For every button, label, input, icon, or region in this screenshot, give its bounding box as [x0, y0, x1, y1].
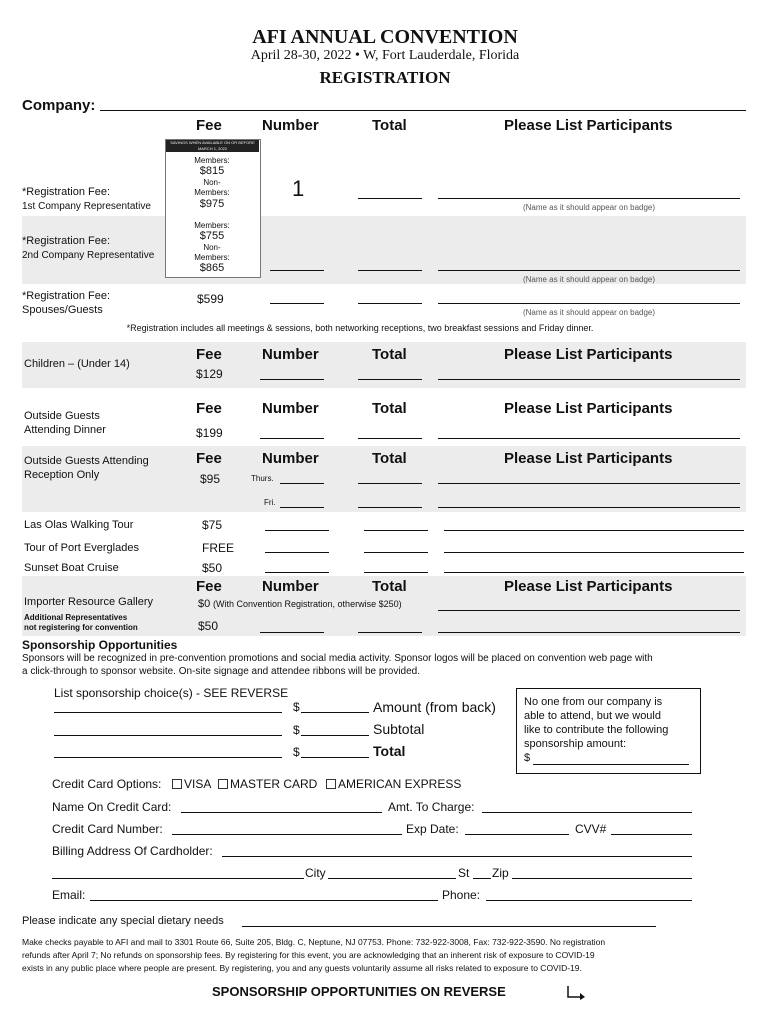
addl-participants-field[interactable] [438, 632, 740, 633]
fri-number-field[interactable] [280, 507, 324, 508]
subtotal-field[interactable] [301, 735, 369, 736]
dinner-sublabel: Attending Dinner [24, 424, 106, 436]
dinner-fee: $199 [196, 426, 223, 440]
tour3-label: Sunset Boat Cruise [24, 562, 119, 574]
nonmembers-label: Non- Members: [194, 178, 230, 197]
zip-field[interactable] [512, 878, 692, 879]
card-number-field[interactable] [172, 834, 402, 835]
rep2-member-fee: $755 [199, 230, 225, 242]
cvv-field[interactable] [611, 834, 692, 835]
children-label: Children – (Under 14) [24, 358, 130, 370]
col-number: Number [262, 117, 319, 134]
nonmembers-label: Non- Members: [194, 243, 230, 262]
gallery-label: Importer Resource Gallery [24, 596, 153, 608]
contribution-text-3: like to contribute the following [524, 724, 669, 736]
rep2-sublabel: 2nd Company Representative [22, 250, 155, 261]
thurs-number-field[interactable] [280, 483, 324, 484]
footer-text-3: exists in any public place where people are present. By registering, you and any guests voluntarily assume all risks related to exposure to COVID-19. [22, 963, 582, 973]
cc-options-label: Credit Card Options: [52, 777, 162, 791]
rep1-number-value: 1 [292, 176, 305, 201]
spouse-label: *Registration Fee: [22, 290, 111, 302]
contribution-text-4: sponsorship amount: [524, 738, 627, 750]
rep1-total-field[interactable] [358, 198, 422, 199]
email-field[interactable] [90, 900, 438, 901]
sponsor-choice-1[interactable] [54, 712, 282, 713]
tour3-participants-field[interactable] [444, 572, 744, 573]
spouse-total-field[interactable] [358, 303, 422, 304]
tour3-fee: $50 [202, 561, 223, 575]
fri-label: Fri. [264, 498, 276, 507]
addl-total-field[interactable] [358, 632, 422, 633]
footer-text-2: refunds after April 7; No refunds on sponsorship fees. By registering for this event, you are acknowledging that an inherent risk of exposure to COVID-19 [22, 950, 595, 960]
company-label: Company: [22, 97, 96, 114]
dietary-label: Please indicate any special dietary needs [22, 915, 224, 927]
city-label: City [305, 866, 326, 880]
col-total: Total [372, 400, 407, 417]
spouse-participants-field[interactable] [438, 303, 740, 304]
rep2-label: *Registration Fee: [22, 235, 111, 247]
sponsorship-title: Sponsorship Opportunities [22, 638, 178, 652]
card-number-label: Credit Card Number: [52, 822, 163, 836]
tour3-total-field[interactable] [364, 572, 428, 573]
tour2-participants-field[interactable] [444, 552, 744, 553]
sponsor-list-label: List sponsorship choice(s) - SEE REVERSE [54, 686, 289, 700]
thurs-label: Thurs. [251, 474, 274, 483]
mastercard-option[interactable] [218, 777, 317, 791]
col-total: Total [372, 578, 407, 595]
address-line-field[interactable] [52, 878, 304, 879]
gallery-fee-note: (With Convention Registration, otherwise $250) [213, 599, 402, 609]
children-fee: $129 [196, 367, 223, 381]
exp-date-field[interactable] [465, 834, 569, 835]
tour1-participants-field[interactable] [444, 530, 744, 531]
tour1-fee: $75 [202, 518, 223, 532]
tour1-label: Las Olas Walking Tour [24, 519, 134, 531]
spouse-sublabel: Spouses/Guests [22, 304, 103, 316]
dinner-number-field[interactable] [260, 438, 324, 439]
tour2-fee: FREE [202, 541, 235, 555]
subtotal-dollar: $ [293, 723, 300, 737]
members-label: Members: [194, 156, 230, 165]
col-participants: Please List Participants [504, 578, 673, 595]
badge-note: (Name as it should appear on badge) [522, 275, 656, 284]
rep1-nonmember-fee: $975 [199, 198, 225, 210]
contribution-amount-field[interactable] [533, 764, 689, 765]
children-number-field[interactable] [260, 379, 324, 380]
exp-date-label: Exp Date: [406, 822, 459, 836]
checkbox-icon [218, 779, 228, 789]
thurs-total-field[interactable] [358, 483, 422, 484]
col-total: Total [372, 117, 407, 134]
billing-address-label: Billing Address Of Cardholder: [52, 844, 213, 858]
checkbox-icon [326, 779, 336, 789]
col-total: Total [372, 450, 407, 467]
name-on-card-field[interactable] [181, 812, 382, 813]
contribution-text-2: able to attend, but we would [524, 710, 661, 722]
col-participants: Please List Participants [504, 346, 673, 363]
rep1-participants-field[interactable] [438, 198, 740, 199]
billing-address-field[interactable] [222, 856, 692, 857]
rep2-participants-field[interactable] [438, 270, 740, 271]
col-fee: Fee [196, 117, 222, 134]
reverse-note: SPONSORSHIP OPPORTUNITIES ON REVERSE [212, 984, 506, 999]
total-dollar: $ [293, 745, 300, 759]
col-participants: Please List Participants [504, 117, 673, 134]
tour2-number-field[interactable] [265, 552, 329, 553]
tour1-number-field[interactable] [265, 530, 329, 531]
contribution-text-1: No one from our company is [524, 696, 663, 708]
sponsor-choice-3[interactable] [54, 757, 282, 758]
sponsor-choice-2[interactable] [54, 735, 282, 736]
col-number: Number [262, 578, 319, 595]
children-participants-field[interactable] [438, 379, 740, 380]
company-field[interactable] [100, 110, 746, 111]
zip-label: Zip [492, 866, 509, 880]
col-fee: Fee [196, 346, 222, 363]
reception-label: Outside Guests Attending [24, 455, 149, 467]
sponsorship-text-2: a click-through to sponsor website. On-site signage and attendee ribbons will be provided. [22, 666, 421, 677]
mastercard-label: MASTER CARD [230, 777, 318, 791]
rep2-total-field[interactable] [358, 270, 422, 271]
gallery-participants-field[interactable] [438, 610, 740, 611]
fri-total-field[interactable] [358, 507, 422, 508]
dinner-participants-field[interactable] [438, 438, 740, 439]
city-field[interactable] [328, 878, 456, 879]
rep1-sublabel: 1st Company Representative [22, 201, 151, 212]
event-dates: April 28-30, 2022 • W, Fort Lauderdale, Florida [250, 48, 520, 63]
col-number: Number [262, 400, 319, 417]
addl-number-field[interactable] [260, 632, 324, 633]
addl-sublabel: not registering for convention [24, 623, 138, 632]
subtotal-label: Subtotal [373, 721, 425, 737]
col-number: Number [262, 346, 319, 363]
phone-label: Phone: [442, 888, 481, 902]
addl-label: Additional Representatives [24, 613, 128, 622]
includes-note: *Registration includes all meetings & sessions, both networking receptions, two breakfast sessions and Friday dinner. [126, 323, 594, 333]
state-field[interactable] [473, 878, 491, 879]
footer-text-1: Make checks payable to AFI and mail to 3301 Route 66, Suite 205, Bldg. C, Neptune, NJ 07753. Phone: 732-922-3008, Fax: 732-922-3590. No registration [22, 937, 606, 947]
amex-label: AMERICAN EXPRESS [338, 777, 462, 791]
col-number: Number [262, 450, 319, 467]
spouse-fee: $599 [197, 292, 224, 306]
dinner-label: Outside Guests [24, 410, 100, 422]
amount-dollar: $ [293, 700, 300, 714]
sponsor-total-field[interactable] [301, 757, 369, 758]
contribution-dollar: $ [524, 752, 531, 764]
col-participants: Please List Participants [504, 450, 673, 467]
tour3-number-field[interactable] [265, 572, 329, 573]
tour2-label: Tour of Port Everglades [24, 542, 139, 554]
badge-note: (Name as it should appear on badge) [522, 203, 656, 212]
spouse-number-field[interactable] [270, 303, 324, 304]
reception-sublabel: Reception Only [24, 469, 100, 481]
col-participants: Please List Participants [504, 400, 673, 417]
col-total: Total [372, 346, 407, 363]
turn-page-arrow-icon [566, 985, 588, 1001]
reception-fee: $95 [200, 472, 221, 486]
amt-charge-label: Amt. To Charge: [388, 800, 475, 814]
checkbox-icon [172, 779, 182, 789]
badge-note: (Name as it should appear on badge) [522, 308, 656, 317]
rep1-member-fee: $815 [199, 165, 225, 177]
tour1-total-field[interactable] [364, 530, 428, 531]
section-title: REGISTRATION [319, 68, 451, 87]
state-label: St [458, 866, 470, 880]
gallery-fee: $0 [198, 598, 211, 610]
amt-charge-field[interactable] [482, 812, 692, 813]
rep2-number-field[interactable] [270, 270, 324, 271]
amount-label: Amount (from back) [373, 699, 496, 715]
addl-fee: $50 [198, 619, 219, 633]
dietary-field[interactable] [242, 926, 656, 927]
tour2-total-field[interactable] [364, 552, 428, 553]
col-fee: Fee [196, 578, 222, 595]
amex-option[interactable] [326, 777, 461, 791]
visa-label: VISA [184, 777, 212, 791]
total-label: Total [373, 743, 406, 759]
rep1-label: *Registration Fee: [22, 186, 111, 198]
members-label: Members: [194, 221, 230, 230]
sponsorship-text-1: Sponsors will be recognized in pre-convention promotions and social media activity. Sponsor logos will be placed on convention web page with [22, 653, 653, 664]
page-title: AFI ANNUAL CONVENTION [252, 26, 518, 48]
children-total-field[interactable] [358, 379, 422, 380]
email-label: Email: [52, 888, 86, 902]
col-fee: Fee [196, 400, 222, 417]
col-fee: Fee [196, 450, 222, 467]
amount-field[interactable] [301, 712, 369, 713]
dinner-total-field[interactable] [358, 438, 422, 439]
rep2-nonmember-fee: $865 [199, 262, 225, 274]
cvv-label: CVV# [575, 822, 607, 836]
visa-option[interactable] [172, 777, 211, 791]
early-savings-banner: SAVINGS WHEN AVAILABLE ON OR BEFORE MARCH 1, 2022 [166, 140, 259, 152]
thurs-participants-field[interactable] [438, 483, 740, 484]
name-on-card-label: Name On Credit Card: [52, 800, 172, 814]
fri-participants-field[interactable] [438, 507, 740, 508]
phone-field[interactable] [486, 900, 692, 901]
